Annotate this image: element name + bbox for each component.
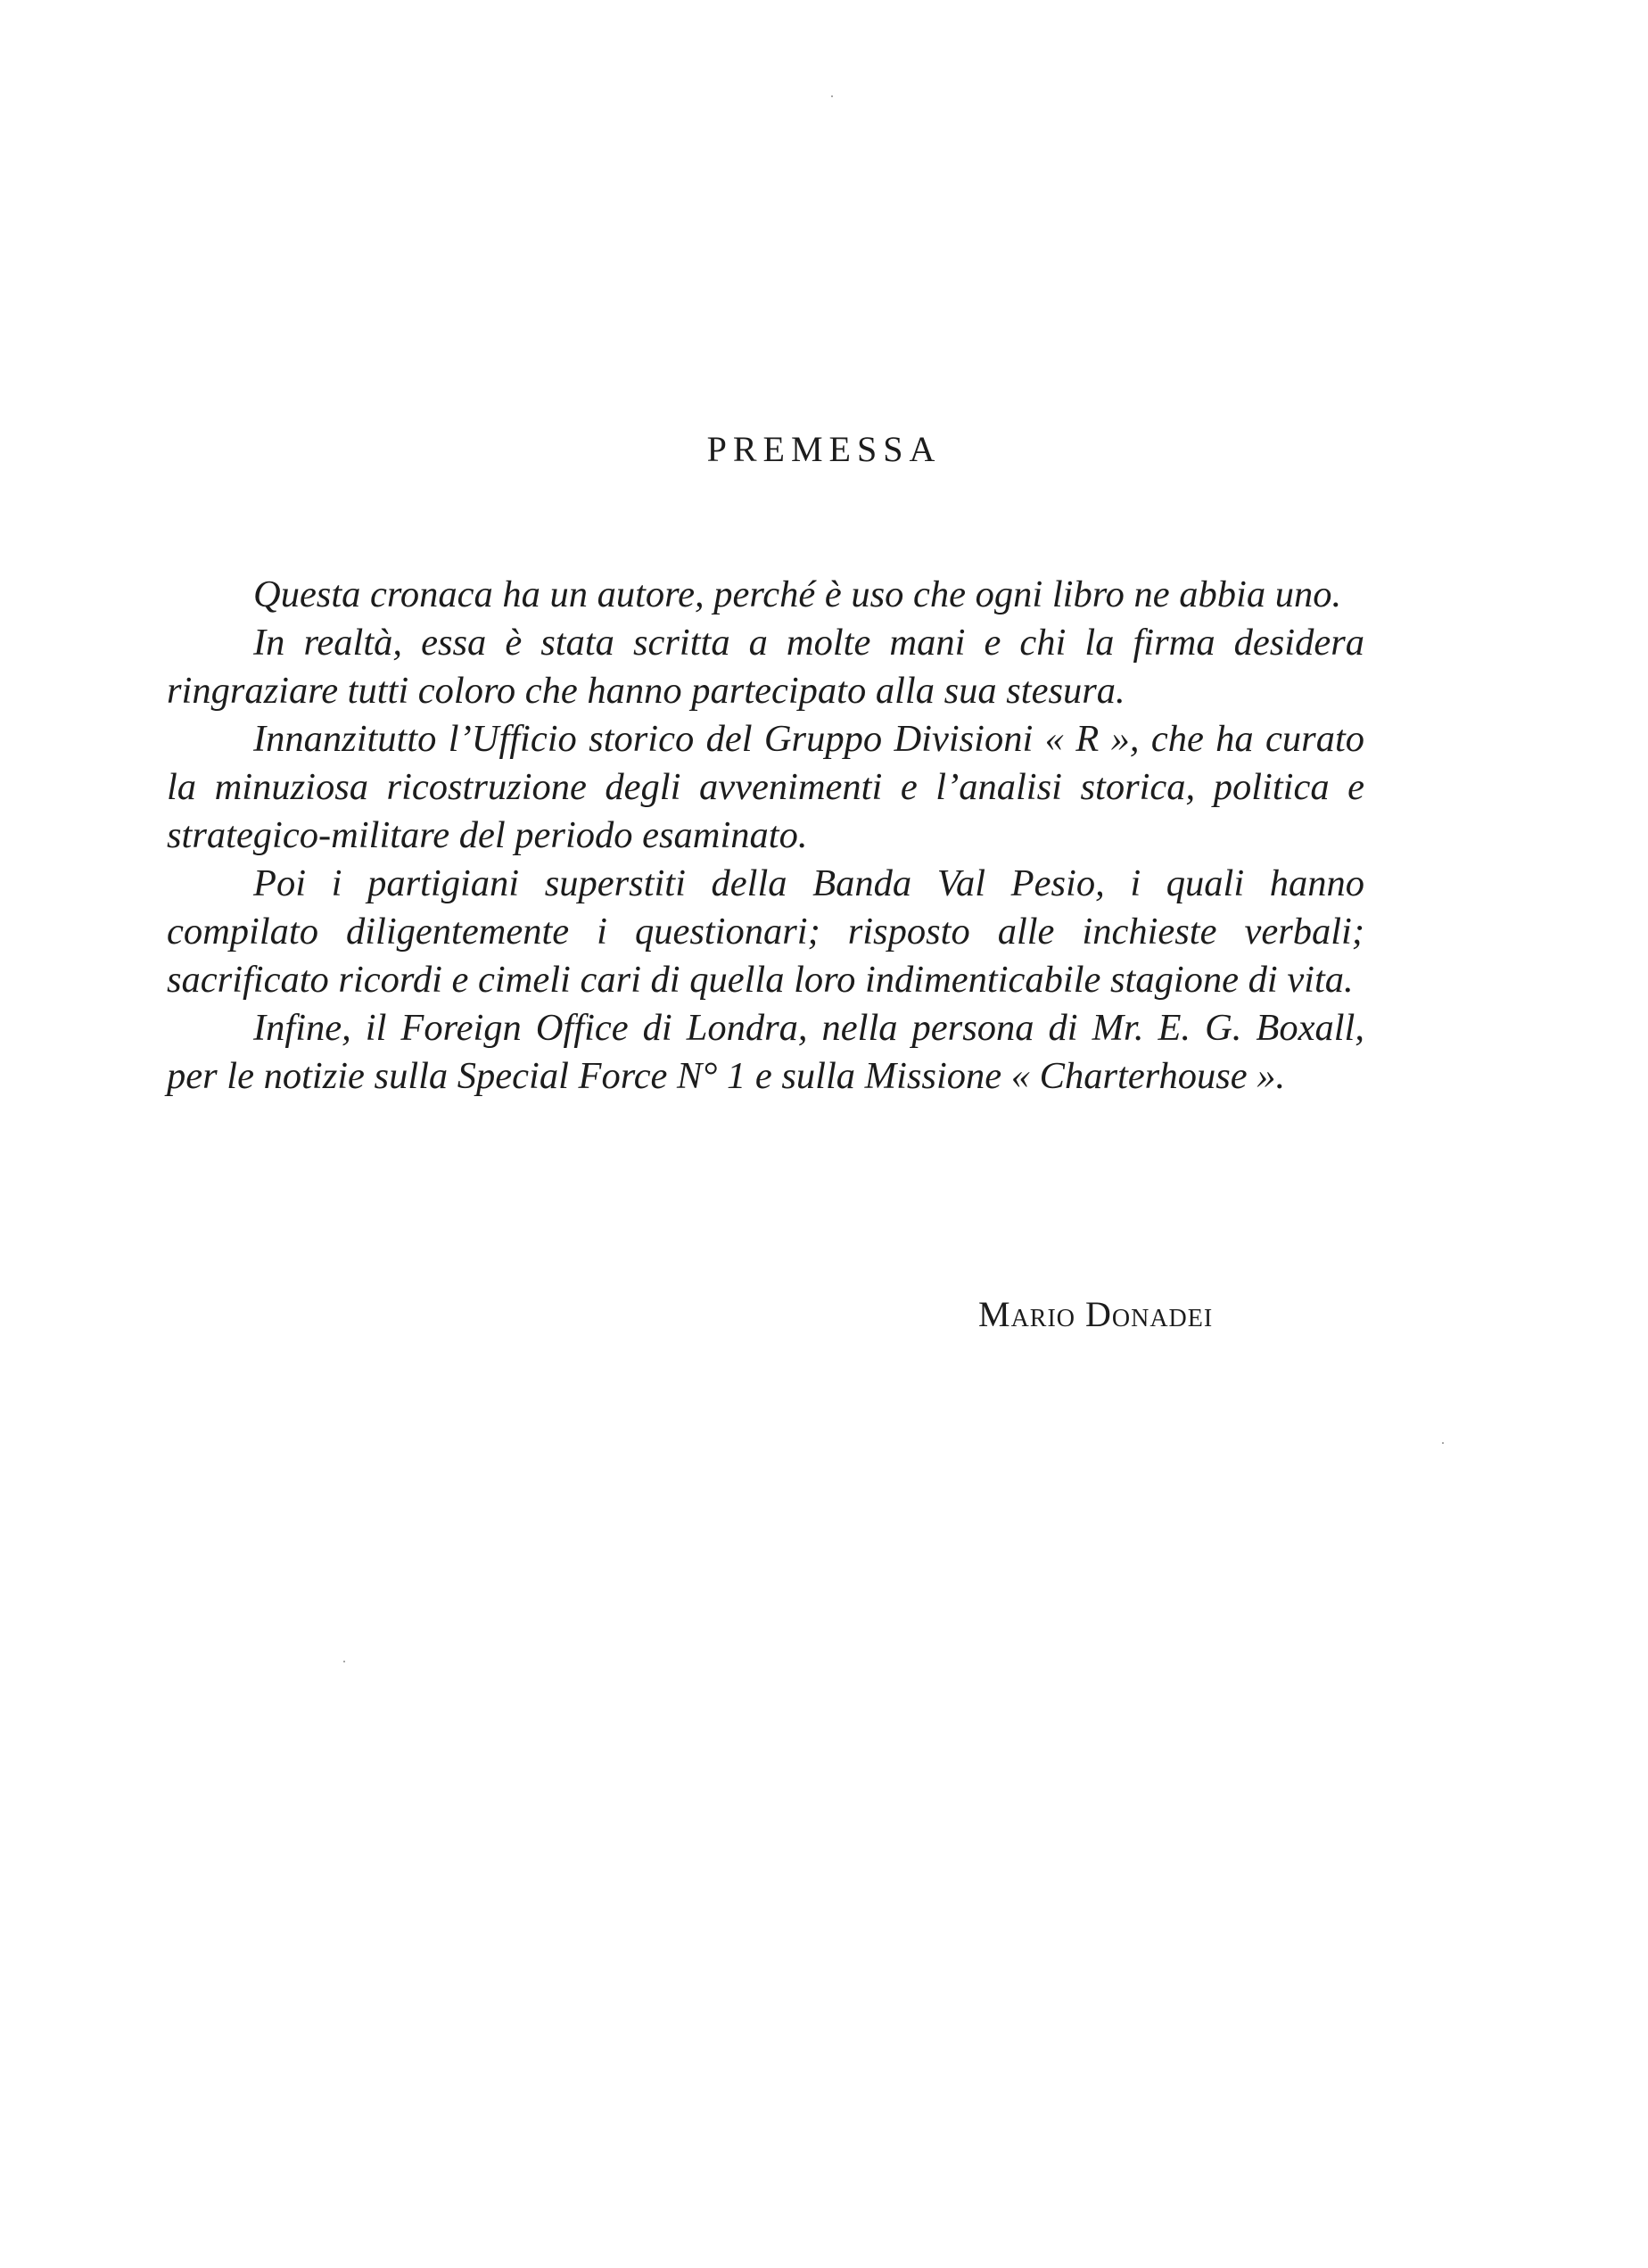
paragraph-3: Innanzitutto l’Ufficio storico del Gruppo Divisioni « R », che ha curato la minuziosa ricostruzione degli avvenimenti e l’analisi storica, politica e strategico-militare del periodo esaminato. <box>167 718 1364 856</box>
scan-speck <box>1442 1442 1444 1444</box>
paragraph-2: In realtà, essa è stata scritta a molte mani e chi la firma desidera ringraziare tutti coloro che hanno partecipato alla sua stesura. <box>167 622 1364 712</box>
paragraph-1: Questa cronaca ha un autore, perché è uso che ogni libro ne abbia uno. <box>253 573 1342 615</box>
paragraph-5: Infine, il Foreign Office di Londra, nella persona di Mr. E. G. Boxall, per le notizie sulla Special Force N° 1 e sulla Missione « Charterhouse ». <box>167 1007 1364 1097</box>
page-title: PREMESSA <box>706 429 942 469</box>
scan-speck <box>831 95 833 97</box>
author-signature: Mario Donadei <box>978 1294 1214 1334</box>
paragraph-4: Poi i partigiani superstiti della Banda Val Pesio, i quali hanno compilato diligentemente i questionari; risposto alle inchieste verbali; sacrificato ricordi e cimeli cari di quella loro indimenticabile stagione di vita. <box>167 862 1364 1001</box>
foreword-body <box>167 571 1364 1101</box>
scan-speck <box>343 1661 345 1662</box>
